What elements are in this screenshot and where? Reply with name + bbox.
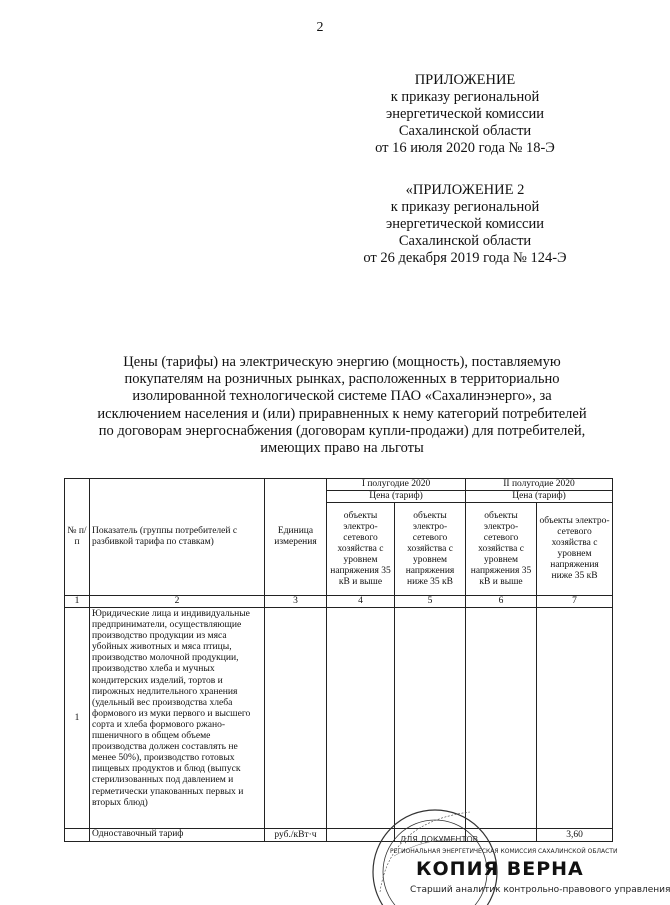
header-num: № п/п: [65, 479, 90, 596]
column-number: 7: [537, 596, 613, 608]
tariff-unit: руб./кВт·ч: [265, 829, 327, 842]
certified-copy-stamp: [390, 840, 670, 902]
title-line: по договорам энергоснабжения (договорам купли-продажи) для потребителей,: [98, 422, 586, 439]
title-line: исключением населения и (или) приравненных к нему категорий потребителей: [97, 405, 587, 422]
header-half1: I полугодие 2020: [327, 479, 466, 491]
stamp-role: Старший аналитик контрольно-правового управления: [410, 885, 670, 895]
header-above-35kv: объекты электро-сетевого хозяйства с уровнем напряжения 35 кВ и выше: [327, 503, 395, 596]
column-number: 6: [466, 596, 537, 608]
page-number: 2: [316, 20, 324, 35]
header-below-35kv: объекты электро-сетевого хозяйства с уровнем напряжения ниже 35 кВ: [537, 503, 613, 596]
stamp-copy-verified: КОПИЯ ВЕРНА: [416, 858, 584, 880]
header-price1: Цена (тариф): [327, 491, 466, 503]
appendix-line: от 16 июля 2020 года № 18-Э: [375, 140, 555, 156]
header-price2: Цена (тариф): [466, 491, 613, 503]
title-line: Цены (тарифы) на электрическую энергию (мощность), поставляемую: [123, 354, 561, 370]
tariff-type-label: Одноставочный тариф: [90, 829, 265, 842]
title-line: покупателям на розничных рынках, расположенных в территориально: [124, 371, 560, 388]
column-number: 4: [327, 596, 395, 608]
consumer-group-description: Юридические лица и индивидуальные предприниматели, осуществляющие производство продукции из мяса убойных животных и мяса птицы, производство молочной продукции, производство хлеба и мучных кондитерских изделий, тортов и пирожных недлительного хранения (удельный вес производства хлеба формового из муки первого и высшего сорта и хлеба формового ржано-пшеничного в общем объеме производства должен составлять не менее 50%), производство готовых пищевых продуктов и блюд (выпуск стерилизованных под давлением и герметически упакованных первых и вторых блюд): [90, 608, 265, 829]
stamp-doc-label: ДЛЯ ДОКУМЕНТОВ: [400, 835, 479, 844]
title-line: имеющих право на льготы: [260, 440, 424, 457]
column-number: 1: [65, 596, 90, 608]
appendix-line: Сахалинской области: [398, 123, 532, 139]
appendix-line: к приказу региональной: [390, 89, 540, 105]
header-below-35kv: объекты электро-сетевого хозяйства с уровнем напряжения ниже 35 кВ: [395, 503, 466, 596]
column-number: 5: [395, 596, 466, 608]
document-title: [92, 354, 592, 457]
appendix-line: энергетической комиссии: [385, 106, 545, 122]
appendix-line: Сахалинской области: [398, 233, 532, 249]
empty-cell: [537, 608, 613, 829]
tariff-value: 3,60: [537, 829, 613, 842]
appendix-line: от 26 декабря 2019 года № 124-Э: [363, 250, 567, 266]
header-unit: Единица измерения: [265, 479, 327, 596]
appendix-line: «ПРИЛОЖЕНИЕ 2: [405, 182, 525, 198]
empty-cell: [265, 608, 327, 829]
stamp-organization: РЕГИОНАЛЬНАЯ ЭНЕРГЕТИЧЕСКАЯ КОМИССИЯ САХАЛИНСКОЙ ОБЛАСТИ: [390, 848, 618, 855]
header-above-35kv: объекты электро-сетевого хозяйства с уровнем напряжения 35 кВ и выше: [466, 503, 537, 596]
title-line: изолированной технологической системе ПАО «Сахалинэнерго», за: [132, 388, 552, 405]
empty-cell: [65, 829, 90, 842]
appendix-line: энергетической комиссии: [385, 216, 545, 232]
appendix-line: ПРИЛОЖЕНИЕ: [414, 72, 516, 88]
header-half2: II полугодие 2020: [466, 479, 613, 491]
appendix-header-amended: [350, 182, 580, 267]
row-number: 1: [65, 608, 90, 829]
appendix-header-current: [350, 72, 580, 157]
column-number: 3: [265, 596, 327, 608]
appendix-line: к приказу региональной: [390, 199, 540, 215]
header-indicator: Показатель (группы потребителей с разбивкой тарифа по ставкам): [90, 479, 265, 596]
column-number: 2: [90, 596, 265, 608]
tariff-table: [64, 478, 613, 842]
